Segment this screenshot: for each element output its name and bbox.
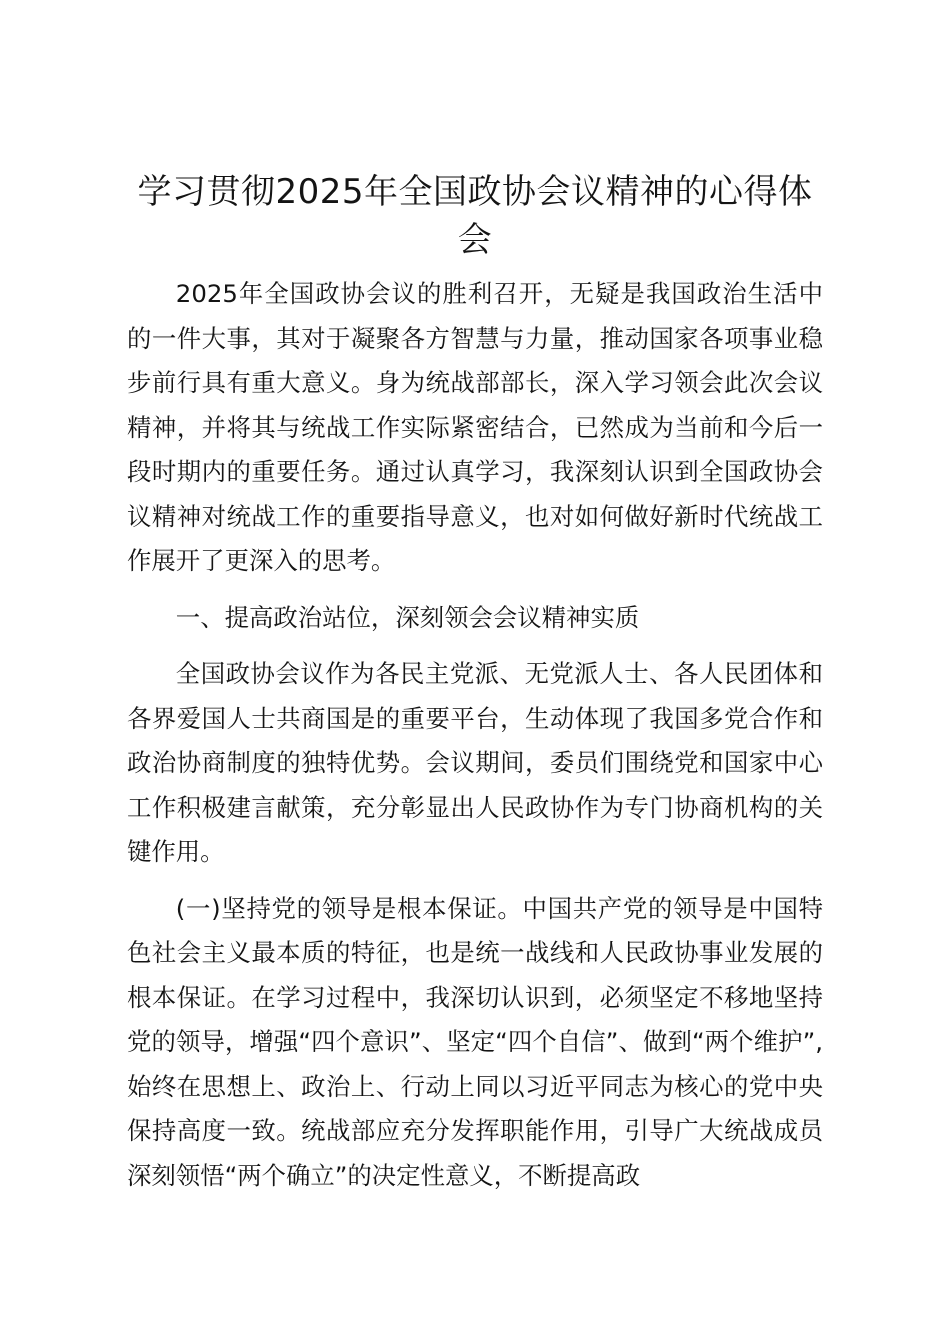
intro-paragraph: 2025年全国政协会议的胜利召开，无疑是我国政治生活中的一件大事，其对于凝聚各方智慧与力量，推动国家各项事业稳步前行具有重大意义。身为统战部部长，深入学习领会此次会议精神，并将其与统战工作实际紧密结合，已然成为当前和今后一段时期内的重要任务。通过认真学习，我深刻认识到全国政协会议精神对统战工作的重要指导意义，也对如何做好新时代统战工作展开了更深入的思考。 xyxy=(127,279,823,575)
section-heading-1: 一、提高政治站位，深刻领会会议精神实质 xyxy=(175,602,640,632)
subsection-1-paragraph: (一)坚持党的领导是根本保证。中国共产党的领导是中国特色社会主义最本质的特征，也是统一战线和人民政协事业发展的根本保证。在学习过程中，我深切认识到，必须坚定不移地坚持党的领导，增强“四个意识”、坚定“四个自信”、做到“两个维护”,始终在思想上、政治上、行动上同以习近平同志为核心的党中央保持高度一致。统战部应充分发挥职能作用，引导广大统战成员深刻领悟“两个确立”的决定性意义，不断提高政 xyxy=(127,893,823,1190)
document-body xyxy=(127,168,823,1198)
section-1-paragraph: 全国政协会议作为各民主党派、无党派人士、各人民团体和各界爱国人士共商国是的重要平台，生动体现了我国多党合作和政治协商制度的独特优势。会议期间，委员们围绕党和国家中心工作积极建言献策，充分彰显出人民政协作为专门协商机构的关键作用。 xyxy=(127,659,823,866)
document-title: 学习贯彻2025年全国政协会议精神的心得体会 xyxy=(137,172,813,260)
